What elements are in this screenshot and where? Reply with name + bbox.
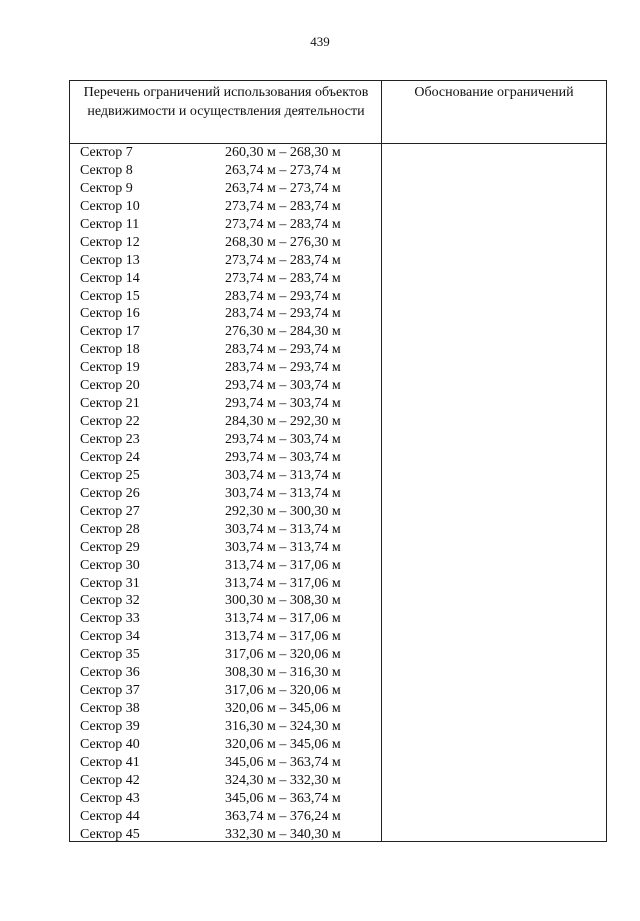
table-row bbox=[70, 575, 381, 593]
sector-name: Сектор 30 bbox=[80, 557, 140, 573]
sector-name: Сектор 9 bbox=[80, 180, 133, 196]
table-row bbox=[70, 377, 381, 395]
sector-height-range: 293,74 м – 303,74 м bbox=[225, 449, 341, 465]
sector-name: Сектор 41 bbox=[80, 754, 140, 770]
sector-name: Сектор 10 bbox=[80, 198, 140, 214]
table-row bbox=[70, 413, 381, 431]
table-row bbox=[70, 772, 381, 790]
table-row bbox=[70, 557, 381, 575]
table-row bbox=[70, 305, 381, 323]
sector-name: Сектор 45 bbox=[80, 826, 140, 842]
sector-name: Сектор 7 bbox=[80, 145, 133, 160]
table-row bbox=[70, 323, 381, 341]
sector-height-range: 292,30 м – 300,30 м bbox=[225, 503, 341, 519]
sector-height-range: 345,06 м – 363,74 м bbox=[225, 754, 341, 770]
sector-name: Сектор 27 bbox=[80, 503, 140, 519]
table-row bbox=[70, 718, 381, 736]
table-row bbox=[70, 754, 381, 772]
table-row bbox=[70, 826, 381, 844]
sector-name: Сектор 12 bbox=[80, 234, 140, 250]
sector-name: Сектор 15 bbox=[80, 288, 140, 304]
sector-name: Сектор 22 bbox=[80, 414, 140, 430]
column-divider bbox=[381, 81, 382, 841]
sector-name: Сектор 38 bbox=[80, 701, 140, 717]
table-row bbox=[70, 198, 381, 216]
table-row bbox=[70, 628, 381, 646]
sector-name: Сектор 44 bbox=[80, 808, 140, 824]
sector-name: Сектор 29 bbox=[80, 539, 140, 555]
sector-height-range: 303,74 м – 313,74 м bbox=[225, 539, 341, 555]
sector-name: Сектор 8 bbox=[80, 162, 133, 178]
sector-height-range: 283,74 м – 293,74 м bbox=[225, 288, 341, 304]
table-row bbox=[70, 144, 381, 162]
sector-height-range: 313,74 м – 317,06 м bbox=[225, 629, 341, 645]
sector-name: Сектор 42 bbox=[80, 772, 140, 788]
sector-height-range: 273,74 м – 283,74 м bbox=[225, 252, 341, 268]
sector-name: Сектор 39 bbox=[80, 719, 140, 734]
sector-height-range: 313,74 м – 317,06 м bbox=[225, 611, 341, 627]
page-number: 439 bbox=[310, 34, 330, 49]
sector-height-range: 332,30 м – 340,30 м bbox=[225, 826, 341, 842]
table-row bbox=[70, 646, 381, 664]
sector-height-range: 303,74 м – 313,74 м bbox=[225, 485, 341, 501]
table-row bbox=[70, 700, 381, 718]
table-row bbox=[70, 449, 381, 467]
table-row bbox=[70, 252, 381, 270]
sector-height-range: 317,06 м – 320,06 м bbox=[225, 683, 341, 699]
sector-height-range: 263,74 м – 273,74 м bbox=[225, 162, 341, 178]
table-row bbox=[70, 682, 381, 700]
sector-height-range: 320,06 м – 345,06 м bbox=[225, 701, 341, 717]
table-row bbox=[70, 341, 381, 359]
sector-height-range: 263,74 м – 273,74 м bbox=[225, 180, 341, 196]
table-row bbox=[70, 288, 381, 306]
table-row bbox=[70, 180, 381, 198]
table-row bbox=[70, 736, 381, 754]
sector-name: Сектор 18 bbox=[80, 342, 140, 358]
sector-height-range: 345,06 м – 363,74 м bbox=[225, 790, 341, 806]
sector-name: Сектор 34 bbox=[80, 629, 140, 645]
sector-name: Сектор 17 bbox=[80, 324, 140, 340]
header-restrictions-list: Перечень ограничений использования объектов недвижимости и осуществления деятельности bbox=[83, 85, 369, 119]
sector-name: Сектор 33 bbox=[80, 611, 140, 627]
table-row bbox=[70, 521, 381, 539]
table-row bbox=[70, 270, 381, 288]
sector-name: Сектор 21 bbox=[80, 396, 140, 412]
sector-height-range: 284,30 м – 292,30 м bbox=[225, 414, 341, 430]
sector-height-range: 324,30 м – 332,30 м bbox=[225, 772, 341, 788]
sector-name: Сектор 32 bbox=[80, 593, 140, 609]
table-row bbox=[70, 467, 381, 485]
table-row bbox=[70, 216, 381, 234]
sector-name: Сектор 35 bbox=[80, 647, 140, 663]
sector-name: Сектор 11 bbox=[80, 216, 140, 232]
sector-height-range: 303,74 м – 313,74 м bbox=[225, 467, 341, 483]
sector-name: Сектор 28 bbox=[80, 521, 140, 537]
restrictions-table bbox=[69, 80, 607, 842]
sector-height-range: 317,06 м – 320,06 м bbox=[225, 647, 341, 663]
sector-name: Сектор 16 bbox=[80, 306, 140, 322]
sector-name: Сектор 37 bbox=[80, 683, 140, 699]
table-row bbox=[70, 359, 381, 377]
table-row bbox=[70, 610, 381, 628]
table-header-row bbox=[70, 81, 606, 144]
sector-height-range: 320,06 м – 345,06 м bbox=[225, 736, 341, 752]
table-row bbox=[70, 503, 381, 521]
sector-name: Сектор 13 bbox=[80, 252, 140, 268]
sector-height-range: 268,30 м – 276,30 м bbox=[225, 234, 341, 250]
sector-height-range: 303,74 м – 313,74 м bbox=[225, 521, 341, 537]
sector-name: Сектор 19 bbox=[80, 360, 140, 376]
sector-height-range: 283,74 м – 293,74 м bbox=[225, 306, 341, 322]
sector-height-range: 293,74 м – 303,74 м bbox=[225, 396, 341, 412]
table-body bbox=[70, 144, 381, 844]
table-row bbox=[70, 431, 381, 449]
table-row bbox=[70, 539, 381, 557]
table-row bbox=[70, 395, 381, 413]
sector-height-range: 363,74 м – 376,24 м bbox=[225, 808, 341, 824]
sector-height-range: 316,30 м – 324,30 м bbox=[225, 719, 341, 734]
sector-name: Сектор 20 bbox=[80, 378, 140, 394]
sector-name: Сектор 25 bbox=[80, 467, 140, 483]
sector-height-range: 313,74 м – 317,06 м bbox=[225, 575, 341, 591]
sector-height-range: 293,74 м – 303,74 м bbox=[225, 378, 341, 394]
sector-height-range: 313,74 м – 317,06 м bbox=[225, 557, 341, 573]
sector-name: Сектор 40 bbox=[80, 736, 140, 752]
sector-name: Сектор 43 bbox=[80, 790, 140, 806]
sector-name: Сектор 26 bbox=[80, 485, 140, 501]
table-row bbox=[70, 664, 381, 682]
table-row bbox=[70, 162, 381, 180]
sector-name: Сектор 14 bbox=[80, 270, 140, 286]
table-row bbox=[70, 592, 381, 610]
sector-height-range: 300,30 м – 308,30 м bbox=[225, 593, 341, 609]
sector-height-range: 276,30 м – 284,30 м bbox=[225, 324, 341, 340]
sector-height-range: 283,74 м – 293,74 м bbox=[225, 360, 341, 376]
table-row bbox=[70, 808, 381, 826]
sector-name: Сектор 23 bbox=[80, 432, 140, 447]
table-row bbox=[70, 790, 381, 808]
sector-height-range: 273,74 м – 283,74 м bbox=[225, 270, 341, 286]
sector-height-range: 308,30 м – 316,30 м bbox=[225, 665, 341, 681]
sector-height-range: 283,74 м – 293,74 м bbox=[225, 342, 341, 358]
sector-height-range: 273,74 м – 283,74 м bbox=[225, 198, 341, 214]
sector-height-range: 293,74 м – 303,74 м bbox=[225, 432, 341, 447]
sector-name: Сектор 31 bbox=[80, 575, 140, 591]
sector-name: Сектор 36 bbox=[80, 665, 140, 681]
sector-name: Сектор 24 bbox=[80, 449, 140, 465]
table-row bbox=[70, 234, 381, 252]
header-justification: Обоснование ограничений bbox=[414, 85, 574, 100]
sector-height-range: 273,74 м – 283,74 м bbox=[225, 216, 341, 232]
table-row bbox=[70, 485, 381, 503]
sector-height-range: 260,30 м – 268,30 м bbox=[225, 145, 341, 160]
